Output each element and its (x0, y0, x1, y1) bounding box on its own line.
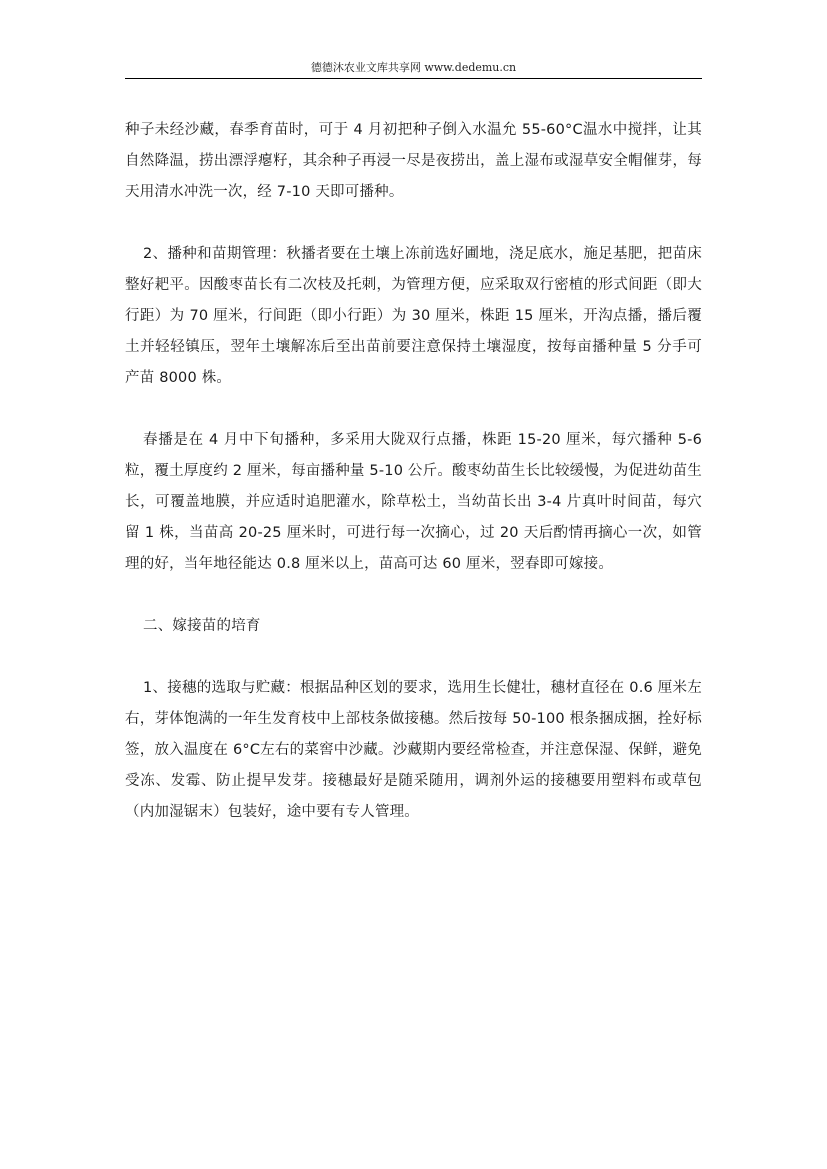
paragraph-gap (125, 580, 702, 611)
paragraph-gap (125, 394, 702, 425)
document-body (125, 115, 702, 828)
page-header (125, 60, 702, 79)
section-heading-grafting: 二、嫁接苗的培育 (143, 618, 261, 634)
paragraph-sowing-management: 2、播种和苗期管理：秋播者要在土壤上冻前选好圃地，浇足底水，施足基肥，把苗床整好耙平。因酸枣苗长有二次枝及托刺，为管理方便，应采取双行密植的形式间距（即大行距）为 70 厘米，行间距（即小行距）为 30 厘米，株距 15 厘米，开沟点播，播后覆土并轻轻镇压，翌年土壤解冻后至出苗前要注意保持土壤湿度，按每亩播种量 5 分手可产苗 8000 株。 (125, 246, 702, 386)
header-text: 德德沐农业文库共享网 www.dedemu.cn (310, 61, 517, 74)
paragraph-gap (125, 208, 702, 239)
paragraph-spring-sowing: 春播是在 4 月中下旬播种，多采用大陇双行点播，株距 15-20 厘米，每穴播种 5-6 粒，覆土厚度约 2 厘米，每亩播种量 5-10 公斤。酸枣幼苗生长比较缓慢，为促进幼苗生长，可覆盖地膜，并应适时追肥灌水，除草松土，当幼苗长出 3-4 片真叶时间苗，每穴留 1 株，当苗高 20-25 厘米时，可进行每一次摘心，过 20 天后酌情再摘心一次，如管理的好，当年地径能达 0.8 厘米以上，苗高可达 60 厘米，翌春即可嫁接。 (125, 432, 702, 572)
paragraph-seed-soaking: 种子未经沙藏，春季育苗时，可于 4 月初把种子倒入水温允 55-60°C温水中搅拌，让其自然降温，捞出漂浮瘪籽，其余种子再浸一尽是夜捞出，盖上湿布或湿草安全帽催芽，每天用清水冲洗一次，经 7-10 天即可播种。 (125, 122, 702, 200)
paragraph-scion-storage: 1、接穗的选取与贮藏：根据品种区划的要求，选用生长健壮，穗材直径在 0.6 厘米左右，芽体饱满的一年生发育枝中上部枝条做接穗。然后按每 50-100 根条捆成捆，拴好标签，放入温度在 6°C左右的菜窖中沙藏。沙藏期内要经常检查，并注意保湿、保鲜，避免受冻、发霉、防止提早发芽。接穗最好是随采随用，调剂外运的接穗要用塑料布或草包（内加湿锯末）包装好，途中要有专人管理。 (125, 680, 702, 820)
paragraph-gap (125, 642, 702, 673)
